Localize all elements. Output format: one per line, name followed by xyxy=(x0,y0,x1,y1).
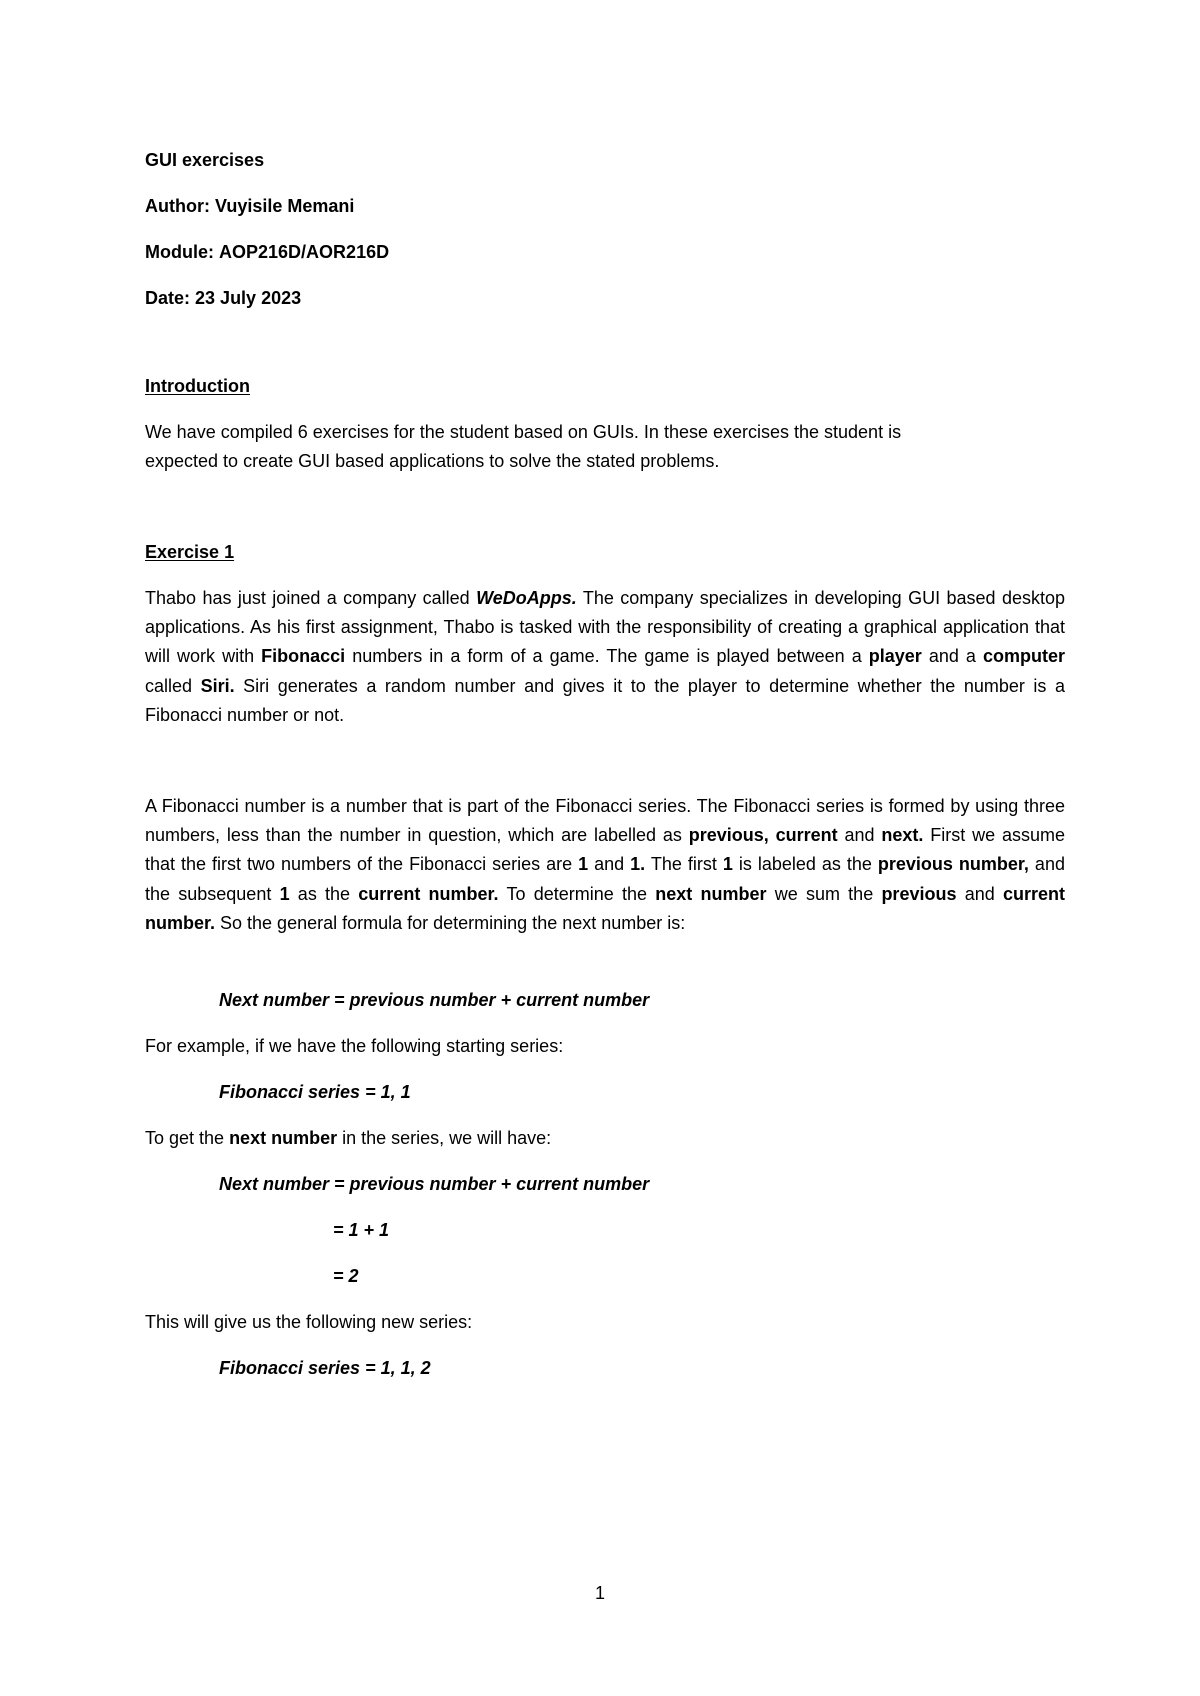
intro-paragraph: We have compiled 6 exercises for the student based on GUIs. In these exercises the student is expected to create GUI based applications to solve the stated problems. xyxy=(145,422,902,472)
exercise1-heading: Exercise 1 xyxy=(145,542,235,562)
date-line: Date: 23 July 2023 xyxy=(145,288,302,308)
exercise1-paragraph-1: Thabo has just joined a company called WeDoApps. The company specializes in developing GUI based desktop applications. As his first assignment, Thabo is tasked with the responsibility of creating a graphical application that will work with Fibonacci numbers in a form of a game. The game is played between a player and a computer called Siri. Siri generates a random number and gives it to the player to determine whether the number is a Fibonacci number or not. xyxy=(145,588,1066,725)
intro-heading: Introduction xyxy=(145,376,250,396)
formula-2: Next number = previous number + current number xyxy=(219,1174,650,1194)
doc-title: GUI exercises xyxy=(145,150,265,170)
page-number: 1 xyxy=(594,1583,605,1603)
calc-step-1: = 1 + 1 xyxy=(333,1220,390,1240)
formula-1: Next number = previous number + current number xyxy=(219,990,650,1010)
series-1: Fibonacci series = 1, 1 xyxy=(219,1082,411,1102)
module-line: Module: AOP216D/AOR216D xyxy=(145,242,390,262)
author-line: Author: Vuyisile Memani xyxy=(145,196,355,216)
example-intro: For example, if we have the following starting series: xyxy=(145,1036,564,1056)
calc-step-2: = 2 xyxy=(333,1266,359,1286)
exercise1-paragraph-2: A Fibonacci number is a number that is part of the Fibonacci series. The Fibonacci series is formed by using three numbers, less than the number in question, which are labelled as previous, current and next. First we assume that the first two numbers of the Fibonacci series are 1 and 1. The first 1 is labeled as the previous number, and the subsequent 1 as the current number. To determine the next number we sum the previous and current number. So the general formula for determining the next number is: xyxy=(145,796,1065,933)
new-series-intro: This will give us the following new series: xyxy=(145,1312,473,1332)
series-2: Fibonacci series = 1, 1, 2 xyxy=(219,1358,431,1378)
get-next-line: To get the next number in the series, we will have: xyxy=(145,1128,552,1148)
